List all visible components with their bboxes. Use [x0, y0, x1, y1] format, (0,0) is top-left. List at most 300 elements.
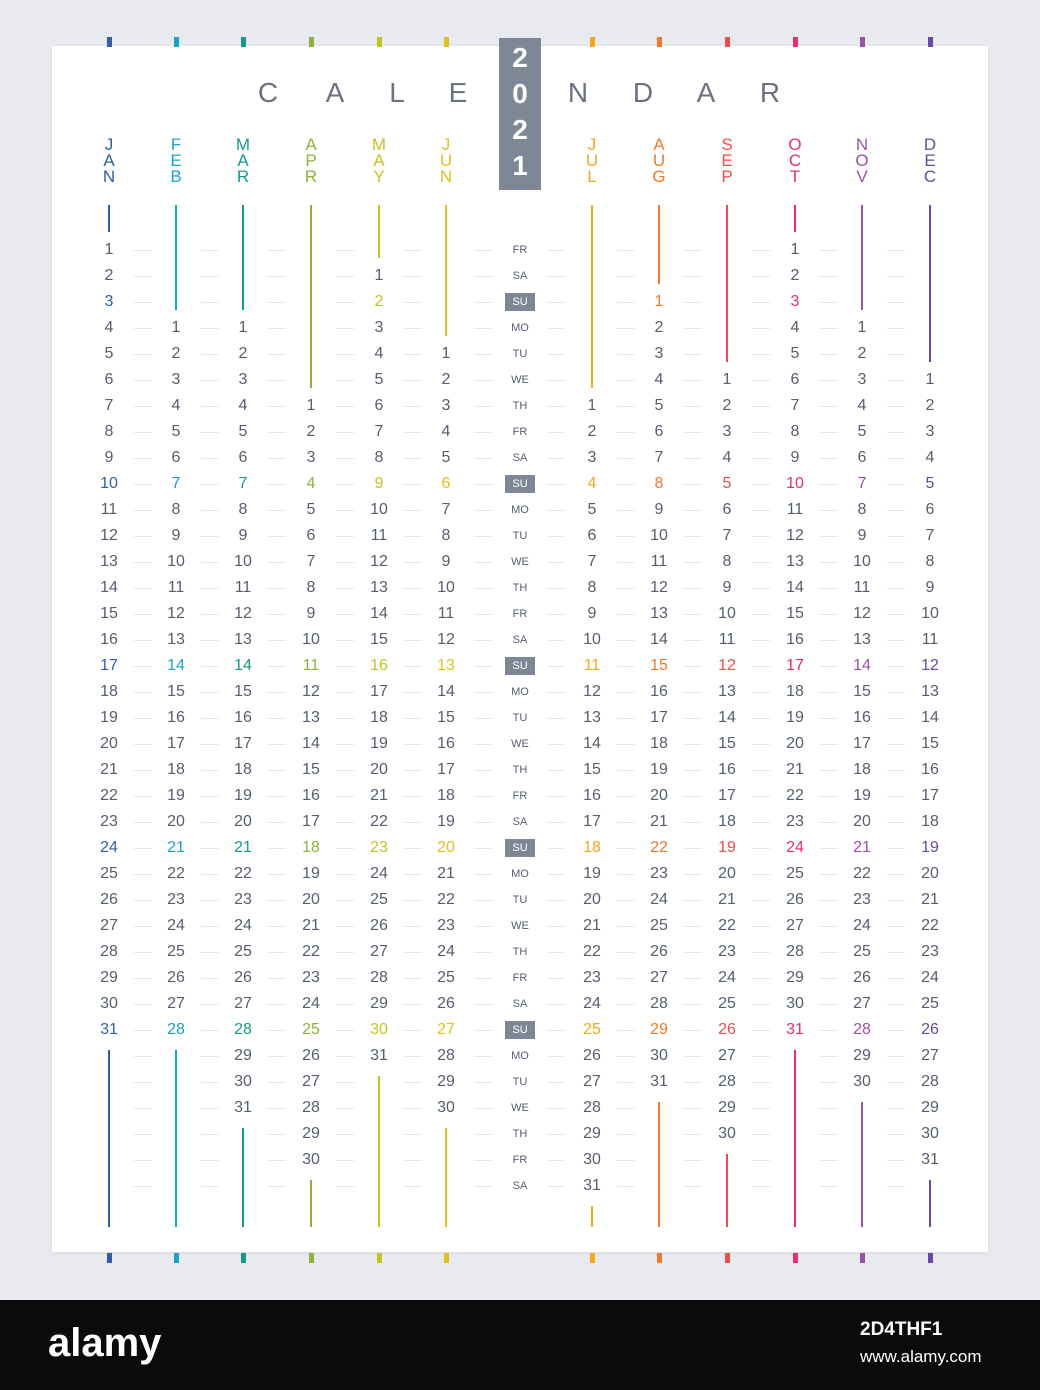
day-number: 5 [441, 449, 451, 466]
row-separator [134, 744, 152, 745]
row-separator [134, 250, 152, 251]
day-number: 29 [650, 1021, 668, 1038]
row-separator [134, 510, 152, 511]
row-separator [752, 484, 770, 485]
day-number: 20 [650, 787, 668, 804]
row-separator [404, 874, 422, 875]
day-number: 18 [583, 839, 601, 856]
row-separator [617, 900, 635, 901]
row-separator [617, 250, 635, 251]
row-separator [474, 250, 492, 251]
row-separator [268, 458, 286, 459]
row-separator [617, 354, 635, 355]
day-number: 14 [786, 579, 804, 596]
row-separator [684, 536, 702, 537]
day-number: 15 [370, 631, 388, 648]
day-number: 15 [786, 605, 804, 622]
row-separator [547, 640, 565, 641]
row-separator [547, 562, 565, 563]
day-number: 15 [853, 683, 871, 700]
day-number: 14 [853, 657, 871, 674]
row-separator [474, 1056, 492, 1057]
row-separator [887, 562, 905, 563]
row-separator [404, 536, 422, 537]
row-separator [134, 718, 152, 719]
month-name-letter: N [102, 167, 116, 186]
day-number: 4 [238, 397, 248, 414]
month-line-bottom [108, 1050, 110, 1227]
day-number: 25 [437, 969, 455, 986]
day-number: 18 [100, 683, 118, 700]
day-number: 2 [857, 345, 867, 362]
day-number: 5 [104, 345, 114, 362]
row-separator [201, 692, 219, 693]
row-separator [752, 276, 770, 277]
row-separator [752, 614, 770, 615]
row-separator [474, 562, 492, 563]
row-separator [887, 666, 905, 667]
month-tab-top [107, 37, 112, 47]
day-number: 13 [583, 709, 601, 726]
day-number: 23 [437, 917, 455, 934]
month-name-letter: R [236, 167, 250, 186]
row-separator [404, 666, 422, 667]
weekday-label: WE [511, 556, 529, 568]
month-name-letter: E [721, 151, 733, 170]
day-number: 5 [374, 371, 384, 388]
row-separator [336, 770, 354, 771]
month-tab-top [174, 37, 179, 47]
row-separator [547, 822, 565, 823]
row-separator [474, 276, 492, 277]
row-separator [336, 250, 354, 251]
day-number: 11 [583, 657, 601, 674]
day-number: 15 [921, 735, 939, 752]
day-number: 15 [234, 683, 252, 700]
day-number: 11 [370, 527, 388, 544]
row-separator [268, 432, 286, 433]
row-separator [201, 250, 219, 251]
month-name-letter: J [587, 135, 597, 154]
row-separator [887, 588, 905, 589]
row-separator [336, 822, 354, 823]
row-separator [752, 874, 770, 875]
row-separator [268, 640, 286, 641]
row-separator [201, 510, 219, 511]
row-separator [404, 1056, 422, 1057]
row-separator [617, 380, 635, 381]
day-number: 2 [790, 267, 800, 284]
row-separator [336, 718, 354, 719]
day-number: 15 [437, 709, 455, 726]
row-separator [268, 926, 286, 927]
day-number: 4 [306, 475, 316, 492]
row-separator [684, 692, 702, 693]
day-number: 13 [718, 683, 736, 700]
row-separator [820, 536, 838, 537]
month-name-letter: T [789, 167, 801, 186]
day-number: 31 [370, 1047, 388, 1064]
row-separator [336, 354, 354, 355]
day-number: 3 [171, 371, 181, 388]
day-number: 26 [921, 1021, 939, 1038]
day-number: 16 [100, 631, 118, 648]
day-number: 16 [437, 735, 455, 752]
day-number: 5 [790, 345, 800, 362]
day-number: 21 [921, 891, 939, 908]
row-separator [474, 458, 492, 459]
month-name-letter: S [721, 135, 733, 154]
row-separator [752, 1082, 770, 1083]
row-separator [134, 848, 152, 849]
row-separator [336, 484, 354, 485]
row-separator [684, 1056, 702, 1057]
row-separator [684, 666, 702, 667]
row-separator [268, 744, 286, 745]
row-separator [887, 692, 905, 693]
row-separator [268, 978, 286, 979]
month-name-letter: L [587, 167, 597, 186]
day-number: 14 [718, 709, 736, 726]
month-name-letter: B [170, 167, 182, 186]
row-separator [547, 1160, 565, 1161]
row-separator [820, 770, 838, 771]
row-separator [820, 328, 838, 329]
row-separator [404, 354, 422, 355]
month-tab-bottom [241, 1253, 246, 1263]
year-digit: 2 [512, 42, 528, 73]
row-separator [684, 770, 702, 771]
row-separator [684, 822, 702, 823]
day-number: 12 [370, 553, 388, 570]
row-separator [474, 484, 492, 485]
row-separator [336, 952, 354, 953]
day-number: 15 [100, 605, 118, 622]
day-number: 27 [100, 917, 118, 934]
row-separator [474, 848, 492, 849]
row-separator [617, 1004, 635, 1005]
row-separator [684, 1186, 702, 1187]
day-number: 15 [650, 657, 668, 674]
row-separator [887, 458, 905, 459]
day-number: 18 [921, 813, 939, 830]
day-number: 1 [306, 397, 316, 414]
row-separator [268, 536, 286, 537]
weekday-label: SA [512, 816, 528, 828]
row-separator [887, 1030, 905, 1031]
row-separator [404, 276, 422, 277]
month-tab-top [793, 37, 798, 47]
row-separator [201, 328, 219, 329]
row-separator [617, 1160, 635, 1161]
day-number: 1 [857, 319, 867, 336]
day-number: 2 [238, 345, 248, 362]
month-name-letter: M [235, 135, 251, 154]
row-separator [617, 1030, 635, 1031]
month-name-letter: A [373, 151, 385, 170]
day-number: 1 [104, 241, 114, 258]
day-number: 30 [100, 995, 118, 1012]
day-number: 31 [786, 1021, 804, 1038]
row-separator [336, 744, 354, 745]
month-line-top [929, 205, 931, 362]
day-number: 14 [583, 735, 601, 752]
row-separator [474, 1134, 492, 1135]
month-line-bottom [929, 1180, 931, 1227]
row-separator [887, 510, 905, 511]
month-name-letter: E [170, 151, 182, 170]
row-separator [547, 614, 565, 615]
row-separator [617, 822, 635, 823]
row-separator [752, 458, 770, 459]
day-number: 24 [234, 917, 252, 934]
day-number: 22 [786, 787, 804, 804]
month-name-letter: J [441, 135, 451, 154]
day-number: 3 [587, 449, 597, 466]
row-separator [684, 354, 702, 355]
day-number: 28 [302, 1099, 320, 1116]
row-separator [820, 562, 838, 563]
row-separator [268, 874, 286, 875]
day-number: 19 [786, 709, 804, 726]
row-separator [752, 1160, 770, 1161]
day-number: 11 [234, 579, 252, 596]
row-separator [201, 1108, 219, 1109]
row-separator [201, 588, 219, 589]
row-separator [336, 874, 354, 875]
day-number: 20 [370, 761, 388, 778]
day-number: 26 [302, 1047, 320, 1064]
row-separator [268, 484, 286, 485]
row-separator [752, 822, 770, 823]
row-separator [617, 692, 635, 693]
row-separator [474, 718, 492, 719]
day-number: 10 [650, 527, 668, 544]
day-number: 17 [853, 735, 871, 752]
day-number: 2 [171, 345, 181, 362]
row-separator [820, 744, 838, 745]
row-separator [134, 796, 152, 797]
month-line-bottom [175, 1050, 177, 1227]
row-separator [404, 1160, 422, 1161]
row-separator [134, 354, 152, 355]
row-separator [820, 1004, 838, 1005]
day-number: 12 [921, 657, 939, 674]
row-separator [134, 276, 152, 277]
weekday-label: TU [512, 530, 528, 542]
day-number: 21 [786, 761, 804, 778]
row-separator [887, 744, 905, 745]
row-separator [474, 380, 492, 381]
day-number: 24 [437, 943, 455, 960]
row-separator [752, 666, 770, 667]
day-number: 20 [718, 865, 736, 882]
day-number: 7 [171, 475, 181, 492]
day-number: 11 [921, 631, 939, 648]
row-separator [547, 1108, 565, 1109]
row-separator [404, 588, 422, 589]
row-separator [684, 562, 702, 563]
day-number: 4 [790, 319, 800, 336]
row-separator [336, 848, 354, 849]
month-tab-bottom [309, 1253, 314, 1263]
day-number: 28 [786, 943, 804, 960]
day-number: 19 [167, 787, 185, 804]
row-separator [474, 666, 492, 667]
day-number: 4 [722, 449, 732, 466]
row-separator [820, 692, 838, 693]
row-separator [617, 614, 635, 615]
row-separator [820, 380, 838, 381]
month-tab-top [241, 37, 246, 47]
day-number: 30 [921, 1125, 939, 1142]
row-separator [268, 302, 286, 303]
row-separator [752, 406, 770, 407]
row-separator [820, 1160, 838, 1161]
day-number: 1 [374, 267, 384, 284]
row-separator [887, 484, 905, 485]
day-number: 27 [302, 1073, 320, 1090]
row-separator [404, 1108, 422, 1109]
row-separator [404, 484, 422, 485]
month-line-bottom [794, 1050, 796, 1227]
row-separator [404, 1186, 422, 1187]
row-separator [684, 614, 702, 615]
month-tab-bottom [793, 1253, 798, 1263]
row-separator [887, 536, 905, 537]
row-separator [752, 926, 770, 927]
row-separator [474, 1030, 492, 1031]
row-separator [268, 848, 286, 849]
weekday-label: TH [512, 400, 528, 412]
row-separator [820, 484, 838, 485]
row-separator [887, 1056, 905, 1057]
day-number: 25 [583, 1021, 601, 1038]
day-number: 2 [374, 293, 384, 310]
row-separator [752, 952, 770, 953]
day-number: 13 [437, 657, 455, 674]
day-number: 29 [786, 969, 804, 986]
day-number: 3 [374, 319, 384, 336]
month-tab-bottom [590, 1253, 595, 1263]
day-number: 26 [718, 1021, 736, 1038]
day-number: 25 [921, 995, 939, 1012]
row-separator [474, 770, 492, 771]
day-number: 24 [370, 865, 388, 882]
day-number: 8 [857, 501, 867, 518]
weekday-label: FR [512, 608, 528, 620]
row-separator [134, 874, 152, 875]
day-number: 28 [167, 1021, 185, 1038]
day-number: 27 [718, 1047, 736, 1064]
row-separator [474, 1160, 492, 1161]
day-number: 20 [234, 813, 252, 830]
day-number: 24 [921, 969, 939, 986]
row-separator [474, 432, 492, 433]
day-number: 23 [234, 891, 252, 908]
row-separator [547, 328, 565, 329]
row-separator [201, 1186, 219, 1187]
row-separator [684, 588, 702, 589]
row-separator [684, 1030, 702, 1031]
month-name-letter: A [305, 135, 317, 154]
row-separator [887, 822, 905, 823]
day-number: 11 [650, 553, 668, 570]
row-separator [887, 900, 905, 901]
day-number: 30 [302, 1151, 320, 1168]
day-number: 17 [100, 657, 118, 674]
row-separator [474, 1186, 492, 1187]
day-number: 4 [857, 397, 867, 414]
month-tab-bottom [725, 1253, 730, 1263]
day-number: 17 [786, 657, 804, 674]
day-number: 16 [786, 631, 804, 648]
day-number: 7 [374, 423, 384, 440]
row-separator [752, 432, 770, 433]
day-number: 13 [650, 605, 668, 622]
row-separator [201, 900, 219, 901]
weekday-label: MO [511, 504, 529, 516]
row-separator [268, 952, 286, 953]
row-separator [268, 276, 286, 277]
day-number: 12 [583, 683, 601, 700]
row-separator [887, 978, 905, 979]
weekday-label: SU [505, 657, 535, 675]
day-number: 8 [925, 553, 935, 570]
day-number: 29 [583, 1125, 601, 1142]
row-separator [684, 900, 702, 901]
row-separator [684, 744, 702, 745]
day-number: 19 [718, 839, 736, 856]
day-number: 8 [374, 449, 384, 466]
year-digit: 2 [512, 114, 528, 145]
row-separator [336, 666, 354, 667]
row-separator [474, 692, 492, 693]
row-separator [336, 692, 354, 693]
weekday-label: SU [505, 1021, 535, 1039]
day-number: 9 [722, 579, 732, 596]
day-number: 10 [921, 605, 939, 622]
day-number: 7 [654, 449, 664, 466]
day-number: 26 [786, 891, 804, 908]
row-separator [336, 458, 354, 459]
month-name-letter: N [439, 167, 453, 186]
day-number: 13 [786, 553, 804, 570]
day-number: 28 [853, 1021, 871, 1038]
row-separator [820, 666, 838, 667]
day-number: 13 [302, 709, 320, 726]
month-line-top [591, 205, 593, 388]
row-separator [547, 848, 565, 849]
month-name-letter: P [305, 151, 317, 170]
row-separator [201, 770, 219, 771]
day-number: 6 [722, 501, 732, 518]
row-separator [617, 1186, 635, 1187]
day-number: 25 [718, 995, 736, 1012]
row-separator [547, 692, 565, 693]
row-separator [752, 640, 770, 641]
month-tab-top [309, 37, 314, 47]
row-separator [336, 1056, 354, 1057]
row-separator [820, 1056, 838, 1057]
day-number: 10 [583, 631, 601, 648]
row-separator [887, 874, 905, 875]
row-separator [201, 1056, 219, 1057]
row-separator [474, 874, 492, 875]
row-separator [404, 510, 422, 511]
weekday-label: MO [511, 1050, 529, 1062]
row-separator [474, 978, 492, 979]
